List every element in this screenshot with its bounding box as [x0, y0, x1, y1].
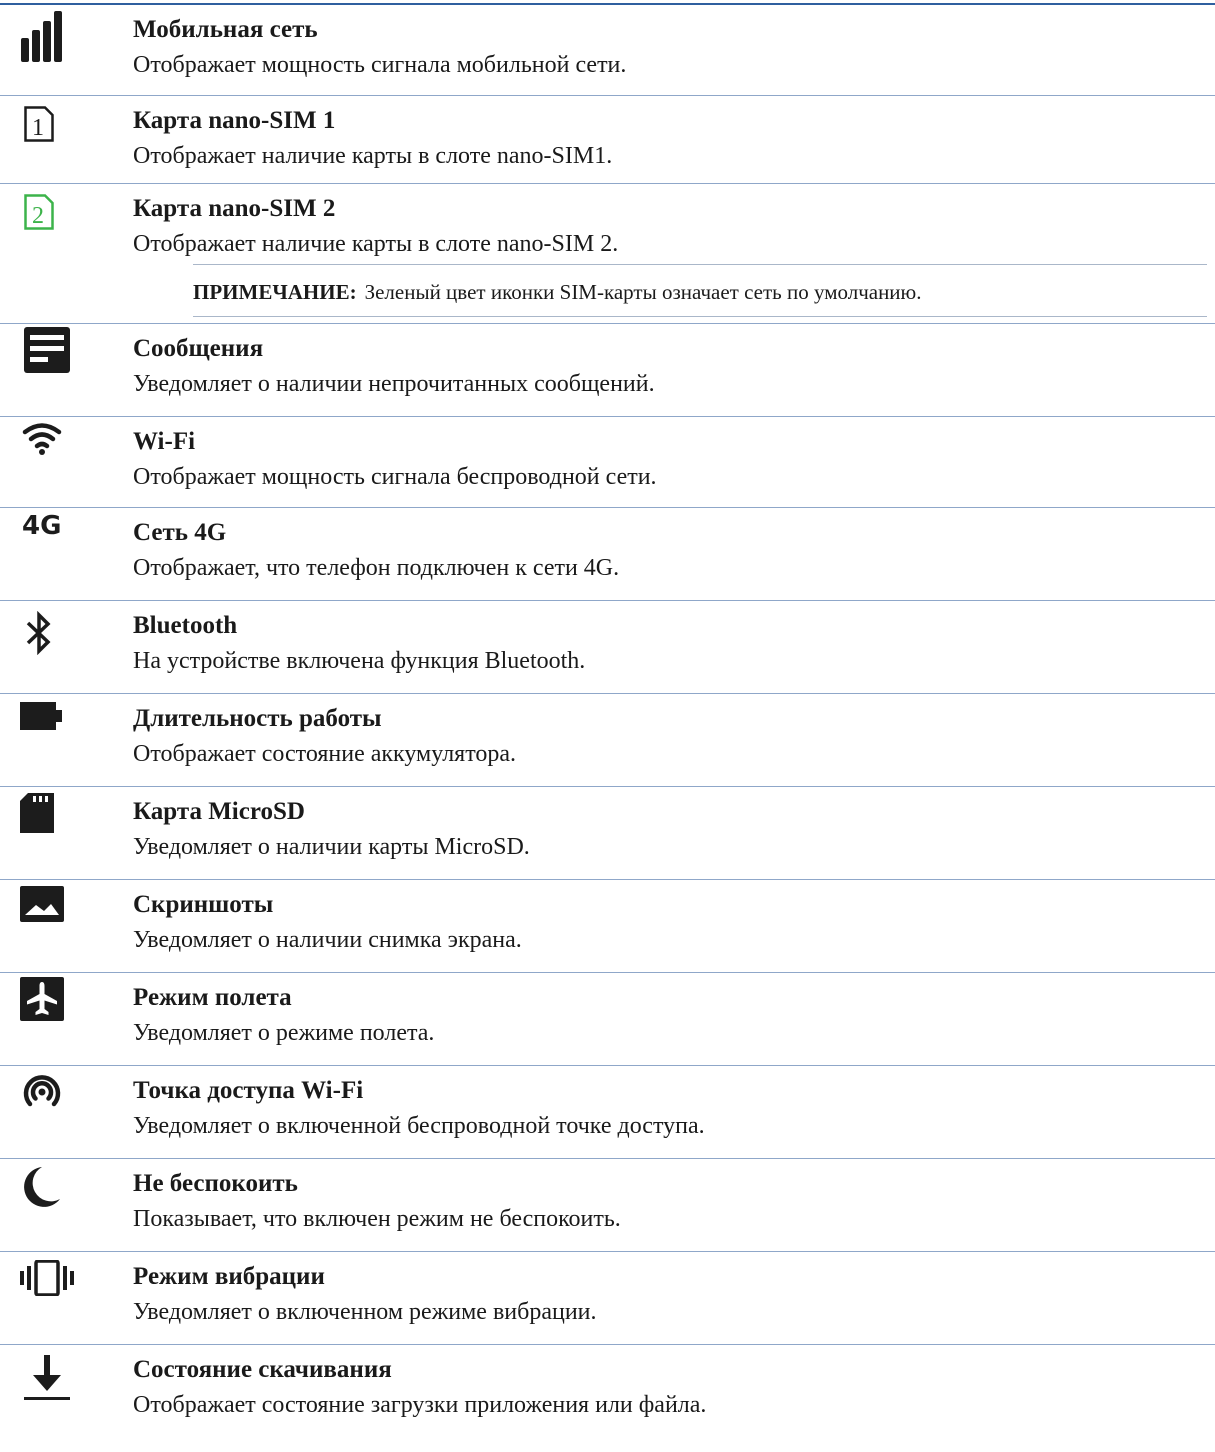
- legend-title: Длительность работы: [133, 705, 382, 732]
- screenshot-icon: [20, 886, 76, 942]
- legend-row-wifi: [0, 417, 1215, 508]
- legend-title: Сообщения: [133, 335, 264, 362]
- legend-title: Режим полета: [133, 984, 292, 1011]
- legend-title: Карта nano-SIM 2: [133, 195, 336, 222]
- signal-bars-icon: [18, 8, 74, 64]
- airplane-icon: [20, 977, 76, 1033]
- note-box: [0, 264, 1215, 324]
- bluetooth-icon: [24, 611, 80, 667]
- hotspot-icon: [22, 1072, 78, 1128]
- note-text: [193, 280, 922, 305]
- sim1-icon: [24, 106, 80, 162]
- legend-row-messages: [0, 324, 1215, 417]
- legend-description: Показывает, что включен режим не беспокоить.: [133, 1206, 621, 1232]
- legend-description: Отображает наличие карты в слоте nano-SIM1.: [133, 143, 613, 169]
- legend-description: Отображает мощность сигнала беспроводной сети.: [133, 464, 657, 490]
- legend-title: Точка доступа Wi-Fi: [133, 1077, 364, 1104]
- download-icon: [24, 1355, 80, 1411]
- legend-description: На устройстве включена функция Bluetooth.: [133, 648, 586, 674]
- legend-description: Уведомляет о наличии снимка экрана.: [133, 927, 522, 953]
- moon-icon: [20, 1165, 76, 1221]
- legend-row-mobile-network: [0, 5, 1215, 96]
- legend-title: Режим вибрации: [133, 1263, 325, 1290]
- legend-row-sim1: [0, 96, 1215, 184]
- legend-row-microsd: [0, 787, 1215, 880]
- svg-text:2: 2: [32, 203, 44, 229]
- legend-row-download: [0, 1345, 1215, 1438]
- legend-description: Уведомляет о режиме полета.: [133, 1020, 435, 1046]
- legend-description: Отображает состояние загрузки приложения или файла.: [133, 1392, 707, 1418]
- legend-description: Уведомляет о наличии непрочитанных сообщений.: [133, 371, 655, 397]
- legend-description: Отображает наличие карты в слоте nano-SIM 2.: [133, 231, 619, 257]
- note-body: Зеленый цвет иконки SIM-карты означает сеть по умолчанию.: [364, 280, 922, 304]
- legend-title: Карта nano-SIM 1: [133, 107, 336, 134]
- legend-row-airplane: [0, 973, 1215, 1066]
- messages-icon: [24, 327, 80, 383]
- legend-row-4g: [0, 508, 1215, 601]
- wifi-icon: [22, 423, 78, 479]
- legend-description: Уведомляет о включенном режиме вибрации.: [133, 1299, 597, 1325]
- legend-title: Wi-Fi: [133, 428, 196, 455]
- legend-row-vibrate: [0, 1252, 1215, 1345]
- svg-text:4G: 4G: [22, 512, 62, 540]
- note-bottom-rule: [193, 316, 1207, 317]
- legend-description: Уведомляет о наличии карты MicroSD.: [133, 834, 530, 860]
- legend-title: Мобильная сеть: [133, 16, 318, 43]
- 4g-icon: [22, 512, 78, 568]
- legend-row-screenshot: [0, 880, 1215, 973]
- note-label: ПРИМЕЧАНИЕ:: [193, 280, 357, 304]
- legend-title: Карта MicroSD: [133, 798, 305, 825]
- microsd-icon: [20, 793, 76, 849]
- note-top-rule: [193, 264, 1207, 265]
- legend-row-hotspot: [0, 1066, 1215, 1159]
- legend-title: Не беспокоить: [133, 1170, 298, 1197]
- legend-description: Отображает мощность сигнала мобильной сети.: [133, 52, 627, 78]
- legend-title: Скриншоты: [133, 891, 274, 918]
- legend-title: Сеть 4G: [133, 519, 227, 546]
- legend-row-do-not-disturb: [0, 1159, 1215, 1252]
- legend-description: Отображает состояние аккумулятора.: [133, 741, 517, 767]
- vibrate-icon: [20, 1260, 76, 1316]
- legend-title: Состояние скачивания: [133, 1356, 392, 1383]
- legend-description: Отображает, что телефон подключен к сети 4G.: [133, 555, 620, 581]
- legend-row-bluetooth: [0, 601, 1215, 694]
- legend-description: Уведомляет о включенной беспроводной точке доступа.: [133, 1113, 705, 1139]
- legend-row-sim2: [0, 184, 1215, 264]
- legend-row-battery: [0, 694, 1215, 787]
- battery-icon: [20, 702, 76, 758]
- svg-text:1: 1: [32, 115, 44, 141]
- icon-legend-list: [0, 5, 1215, 1438]
- legend-title: Bluetooth: [133, 612, 238, 639]
- sim2-icon: [24, 194, 80, 250]
